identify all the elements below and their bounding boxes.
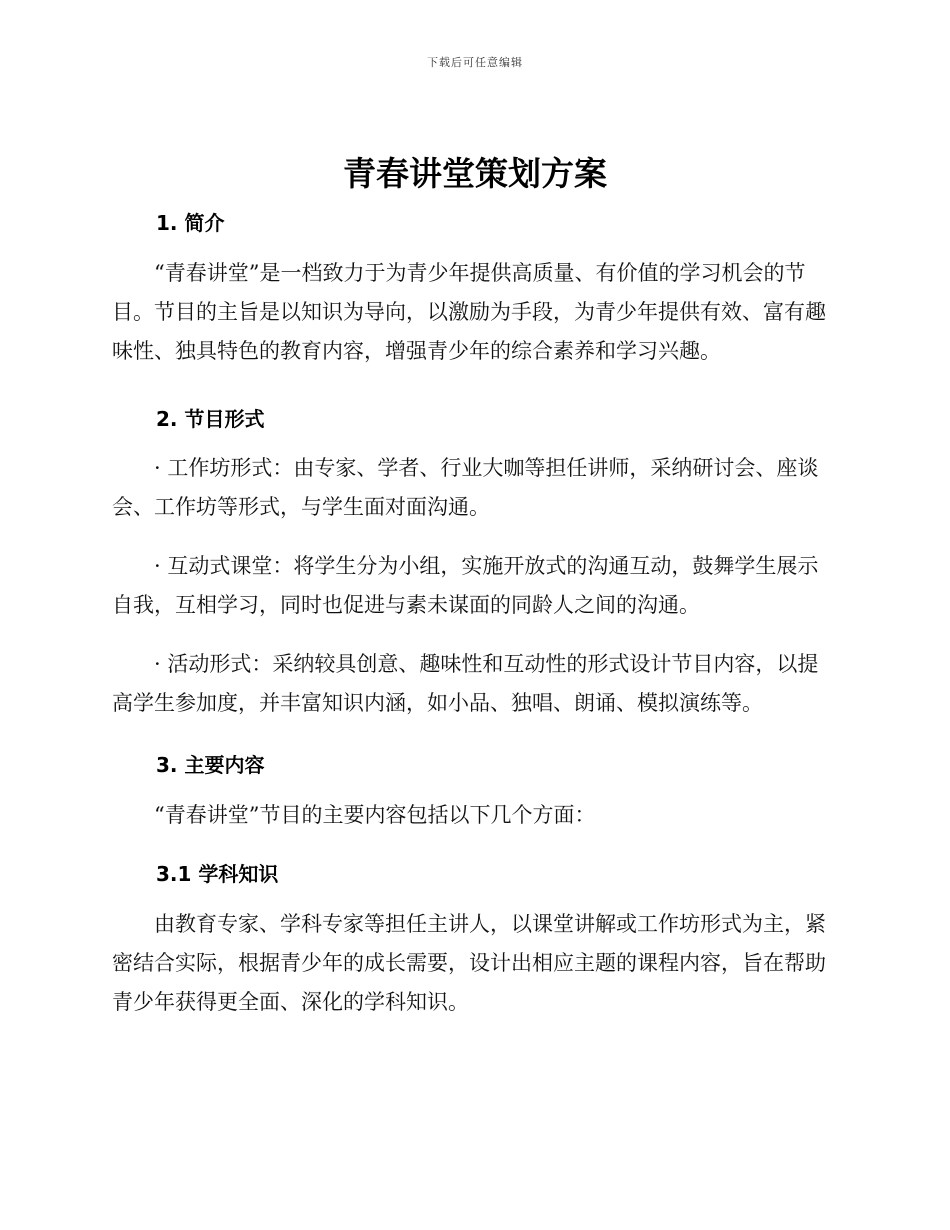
format-item-workshop: · 工作坊形式：由专家、学者、行业大咖等担任讲师，采纳研讨会、座谈会、工作坊等形式，与学生面对面沟通。 [112, 456, 819, 519]
section-heading-intro: 1. 简介 [156, 211, 225, 235]
subject-knowledge-paragraph: 由教育专家、学科专家等担任主讲人，以课堂讲解或工作坊形式为主，紧密结合实际，根据青少年的成长需要，设计出相应主题的课程内容，旨在帮助青少年获得更全面、深化的学科知识。 [112, 912, 826, 1014]
subsection-heading-subject-knowledge: 3.1 学科知识 [156, 862, 279, 886]
section-heading-content: 3. 主要内容 [156, 753, 265, 777]
intro-paragraph: “青春讲堂”是一档致力于为青少年提供高质量、有价值的学习机会的节目。节目的主旨是以知识为导向，以激励为手段，为青少年提供有效、富有趣味性、独具特色的教育内容，增强青少年的综合素养和学习兴趣。 [112, 261, 826, 363]
document-title: 青春讲堂策划方案 [343, 154, 607, 193]
content-intro-line: “青春讲堂”节目的主要内容包括以下几个方面： [154, 803, 596, 827]
format-item-activity: · 活动形式：采纳较具创意、趣味性和互动性的形式设计节目内容，以提高学生参加度，并丰富知识内涵，如小品、独唱、朗诵、模拟演练等。 [112, 652, 819, 715]
format-item-interactive: · 互动式课堂：将学生分为小组，实施开放式的沟通互动，鼓舞学生展示自我，互相学习，同时也促进与素未谋面的同龄人之间的沟通。 [112, 554, 819, 617]
section-heading-format: 2. 节目形式 [156, 407, 265, 431]
page-header-note: 下载后可任意编辑 [427, 56, 523, 69]
